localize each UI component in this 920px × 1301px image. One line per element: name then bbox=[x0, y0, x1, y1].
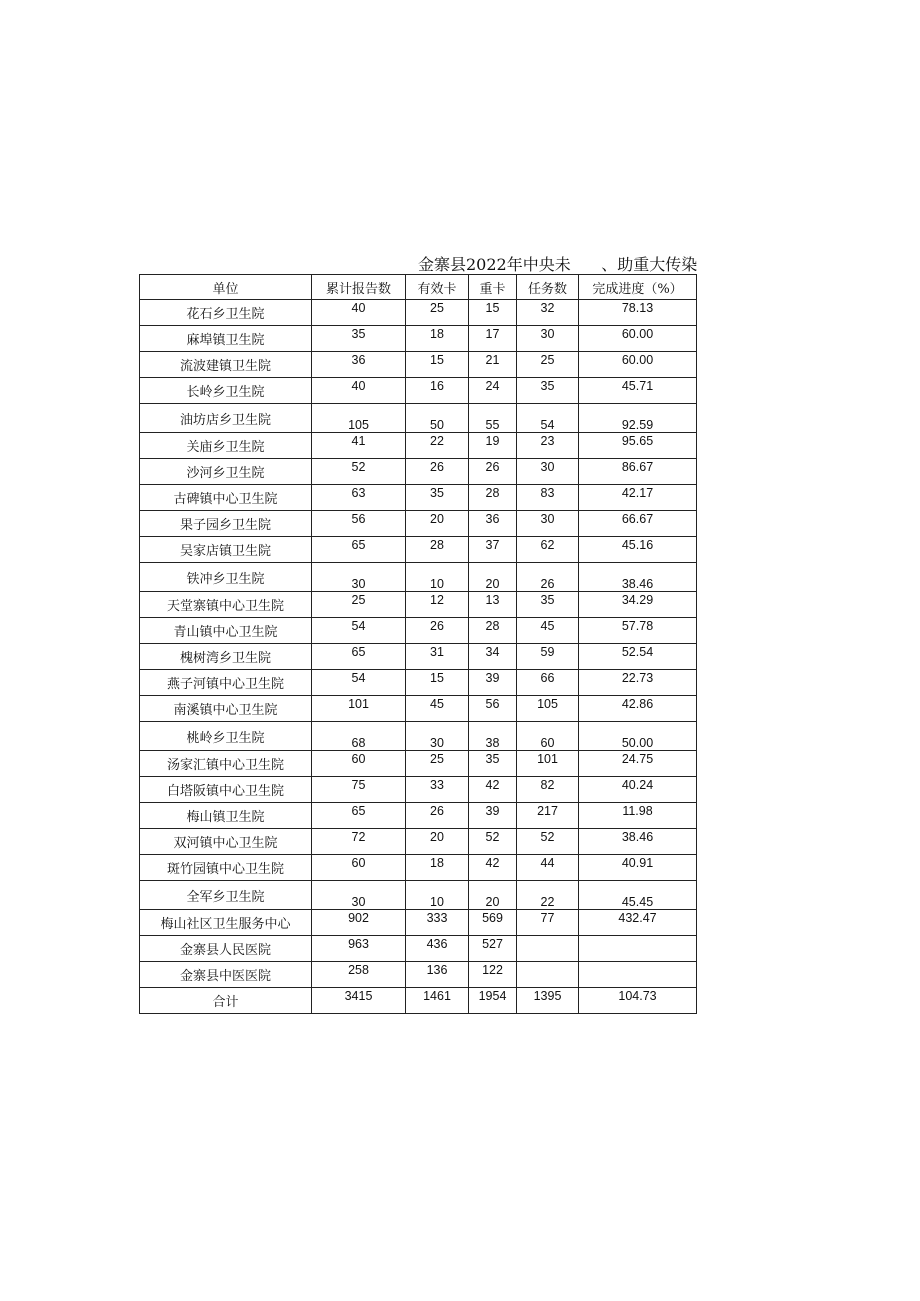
valid-cards-cell: 26 bbox=[406, 618, 469, 644]
unit-name-cell: 关庙乡卫生院 bbox=[140, 433, 312, 459]
table-row bbox=[140, 404, 697, 433]
table-row bbox=[140, 563, 697, 592]
valid-cards-cell: 12 bbox=[406, 592, 469, 618]
valid-cards-cell: 22 bbox=[406, 433, 469, 459]
table-row bbox=[140, 855, 697, 881]
total-reported-cell: 54 bbox=[312, 670, 406, 696]
task-count-cell: 30 bbox=[517, 326, 579, 352]
unit-name-cell: 天堂寨镇中心卫生院 bbox=[140, 592, 312, 618]
task-count-cell: 23 bbox=[517, 433, 579, 459]
total-reported-cell: 258 bbox=[312, 962, 406, 988]
completion-progress-cell: 42.86 bbox=[579, 696, 697, 722]
task-count-cell: 35 bbox=[517, 378, 579, 404]
table-row bbox=[140, 592, 697, 618]
header-task-count: 任务数 bbox=[517, 275, 579, 300]
valid-cards-cell: 18 bbox=[406, 855, 469, 881]
completion-progress-cell: 34.29 bbox=[579, 592, 697, 618]
duplicate-cards-cell: 55 bbox=[469, 404, 517, 433]
unit-name-cell: 斑竹园镇中心卫生院 bbox=[140, 855, 312, 881]
completion-progress-cell bbox=[579, 936, 697, 962]
valid-cards-cell: 18 bbox=[406, 326, 469, 352]
valid-cards-cell: 10 bbox=[406, 563, 469, 592]
valid-cards-cell: 45 bbox=[406, 696, 469, 722]
unit-name-cell: 梅山镇卫生院 bbox=[140, 803, 312, 829]
duplicate-cards-cell: 34 bbox=[469, 644, 517, 670]
total-reported-cell: 65 bbox=[312, 803, 406, 829]
completion-progress-cell: 86.67 bbox=[579, 459, 697, 485]
table-row bbox=[140, 537, 697, 563]
task-count-cell: 60 bbox=[517, 722, 579, 751]
duplicate-cards-cell: 42 bbox=[469, 777, 517, 803]
total-row bbox=[140, 988, 697, 1014]
valid-cards-cell: 31 bbox=[406, 644, 469, 670]
total-reported-cell: 25 bbox=[312, 592, 406, 618]
task-count-cell: 30 bbox=[517, 511, 579, 537]
total-reported-cell: 36 bbox=[312, 352, 406, 378]
task-count-cell bbox=[517, 936, 579, 962]
duplicate-cards-cell: 15 bbox=[469, 300, 517, 326]
valid-cards-cell: 333 bbox=[406, 910, 469, 936]
valid-cards-cell: 15 bbox=[406, 352, 469, 378]
unit-name-cell: 梅山社区卫生服务中心 bbox=[140, 910, 312, 936]
task-count-cell: 30 bbox=[517, 459, 579, 485]
document-title: 金寨县2022年中央未 、助重大传染 bbox=[418, 255, 698, 274]
unit-name-cell: 合计 bbox=[140, 988, 312, 1014]
unit-name-cell: 铁冲乡卫生院 bbox=[140, 563, 312, 592]
duplicate-cards-cell: 35 bbox=[469, 751, 517, 777]
unit-name-cell: 果子园乡卫生院 bbox=[140, 511, 312, 537]
valid-cards-cell: 50 bbox=[406, 404, 469, 433]
table-row bbox=[140, 485, 697, 511]
unit-name-cell: 桃岭乡卫生院 bbox=[140, 722, 312, 751]
unit-name-cell: 南溪镇中心卫生院 bbox=[140, 696, 312, 722]
header-total-reported: 累计报告数 bbox=[312, 275, 406, 300]
task-count-cell: 62 bbox=[517, 537, 579, 563]
task-count-cell: 44 bbox=[517, 855, 579, 881]
duplicate-cards-cell: 20 bbox=[469, 563, 517, 592]
unit-name-cell: 流波建镇卫生院 bbox=[140, 352, 312, 378]
valid-cards-cell: 28 bbox=[406, 537, 469, 563]
duplicate-cards-cell: 21 bbox=[469, 352, 517, 378]
valid-cards-cell: 26 bbox=[406, 803, 469, 829]
valid-cards-cell: 25 bbox=[406, 300, 469, 326]
task-count-cell: 101 bbox=[517, 751, 579, 777]
total-reported-cell: 65 bbox=[312, 537, 406, 563]
duplicate-cards-cell: 569 bbox=[469, 910, 517, 936]
duplicate-cards-cell: 39 bbox=[469, 670, 517, 696]
report-table bbox=[139, 274, 697, 1014]
table-row bbox=[140, 300, 697, 326]
table-row bbox=[140, 511, 697, 537]
total-reported-cell: 902 bbox=[312, 910, 406, 936]
completion-progress-cell: 24.75 bbox=[579, 751, 697, 777]
total-reported-cell: 68 bbox=[312, 722, 406, 751]
total-reported-cell: 3415 bbox=[312, 988, 406, 1014]
completion-progress-cell: 45.45 bbox=[579, 881, 697, 910]
completion-progress-cell: 60.00 bbox=[579, 326, 697, 352]
total-reported-cell: 40 bbox=[312, 300, 406, 326]
task-count-cell: 59 bbox=[517, 644, 579, 670]
valid-cards-cell: 1461 bbox=[406, 988, 469, 1014]
task-count-cell: 217 bbox=[517, 803, 579, 829]
table-row bbox=[140, 352, 697, 378]
task-count-cell: 1395 bbox=[517, 988, 579, 1014]
unit-name-cell: 吴家店镇卫生院 bbox=[140, 537, 312, 563]
valid-cards-cell: 30 bbox=[406, 722, 469, 751]
header-duplicate-cards: 重卡 bbox=[469, 275, 517, 300]
task-count-cell: 32 bbox=[517, 300, 579, 326]
total-reported-cell: 65 bbox=[312, 644, 406, 670]
total-reported-cell: 56 bbox=[312, 511, 406, 537]
task-count-cell: 83 bbox=[517, 485, 579, 511]
task-count-cell: 25 bbox=[517, 352, 579, 378]
completion-progress-cell: 42.17 bbox=[579, 485, 697, 511]
duplicate-cards-cell: 13 bbox=[469, 592, 517, 618]
completion-progress-cell: 38.46 bbox=[579, 563, 697, 592]
task-count-cell: 22 bbox=[517, 881, 579, 910]
task-count-cell: 26 bbox=[517, 563, 579, 592]
total-reported-cell: 35 bbox=[312, 326, 406, 352]
completion-progress-cell: 11.98 bbox=[579, 803, 697, 829]
table-row bbox=[140, 378, 697, 404]
header-row bbox=[140, 275, 697, 300]
unit-name-cell: 长岭乡卫生院 bbox=[140, 378, 312, 404]
valid-cards-cell: 20 bbox=[406, 829, 469, 855]
completion-progress-cell: 40.24 bbox=[579, 777, 697, 803]
total-reported-cell: 63 bbox=[312, 485, 406, 511]
total-reported-cell: 41 bbox=[312, 433, 406, 459]
header-completion-progress: 完成进度（%） bbox=[579, 275, 697, 300]
duplicate-cards-cell: 122 bbox=[469, 962, 517, 988]
table-row bbox=[140, 722, 697, 751]
total-reported-cell: 60 bbox=[312, 751, 406, 777]
total-reported-cell: 30 bbox=[312, 881, 406, 910]
task-count-cell bbox=[517, 962, 579, 988]
unit-name-cell: 白塔阪镇中心卫生院 bbox=[140, 777, 312, 803]
completion-progress-cell: 45.71 bbox=[579, 378, 697, 404]
task-count-cell: 35 bbox=[517, 592, 579, 618]
task-count-cell: 105 bbox=[517, 696, 579, 722]
duplicate-cards-cell: 36 bbox=[469, 511, 517, 537]
duplicate-cards-cell: 26 bbox=[469, 459, 517, 485]
total-reported-cell: 75 bbox=[312, 777, 406, 803]
valid-cards-cell: 436 bbox=[406, 936, 469, 962]
duplicate-cards-cell: 527 bbox=[469, 936, 517, 962]
task-count-cell: 82 bbox=[517, 777, 579, 803]
completion-progress-cell: 45.16 bbox=[579, 537, 697, 563]
valid-cards-cell: 16 bbox=[406, 378, 469, 404]
table-row bbox=[140, 962, 697, 988]
duplicate-cards-cell: 56 bbox=[469, 696, 517, 722]
valid-cards-cell: 25 bbox=[406, 751, 469, 777]
table-row bbox=[140, 881, 697, 910]
duplicate-cards-cell: 28 bbox=[469, 485, 517, 511]
duplicate-cards-cell: 38 bbox=[469, 722, 517, 751]
valid-cards-cell: 26 bbox=[406, 459, 469, 485]
valid-cards-cell: 15 bbox=[406, 670, 469, 696]
completion-progress-cell: 60.00 bbox=[579, 352, 697, 378]
total-reported-cell: 105 bbox=[312, 404, 406, 433]
table-row bbox=[140, 829, 697, 855]
completion-progress-cell: 52.54 bbox=[579, 644, 697, 670]
completion-progress-cell: 92.59 bbox=[579, 404, 697, 433]
completion-progress-cell bbox=[579, 962, 697, 988]
unit-name-cell: 双河镇中心卫生院 bbox=[140, 829, 312, 855]
completion-progress-cell: 66.67 bbox=[579, 511, 697, 537]
header-valid-cards: 有效卡 bbox=[406, 275, 469, 300]
duplicate-cards-cell: 20 bbox=[469, 881, 517, 910]
task-count-cell: 54 bbox=[517, 404, 579, 433]
table-row bbox=[140, 644, 697, 670]
header-unit: 单位 bbox=[140, 275, 312, 300]
valid-cards-cell: 20 bbox=[406, 511, 469, 537]
total-reported-cell: 52 bbox=[312, 459, 406, 485]
unit-name-cell: 古碑镇中心卫生院 bbox=[140, 485, 312, 511]
completion-progress-cell: 432.47 bbox=[579, 910, 697, 936]
table-row bbox=[140, 433, 697, 459]
table-row bbox=[140, 696, 697, 722]
table-row bbox=[140, 803, 697, 829]
table-row bbox=[140, 618, 697, 644]
total-reported-cell: 54 bbox=[312, 618, 406, 644]
table-row bbox=[140, 670, 697, 696]
unit-name-cell: 花石乡卫生院 bbox=[140, 300, 312, 326]
unit-name-cell: 麻埠镇卫生院 bbox=[140, 326, 312, 352]
completion-progress-cell: 104.73 bbox=[579, 988, 697, 1014]
completion-progress-cell: 22.73 bbox=[579, 670, 697, 696]
unit-name-cell: 金寨县人民医院 bbox=[140, 936, 312, 962]
table-row bbox=[140, 777, 697, 803]
unit-name-cell: 沙河乡卫生院 bbox=[140, 459, 312, 485]
duplicate-cards-cell: 42 bbox=[469, 855, 517, 881]
task-count-cell: 45 bbox=[517, 618, 579, 644]
table-row bbox=[140, 936, 697, 962]
task-count-cell: 77 bbox=[517, 910, 579, 936]
task-count-cell: 66 bbox=[517, 670, 579, 696]
table-row bbox=[140, 751, 697, 777]
task-count-cell: 52 bbox=[517, 829, 579, 855]
total-reported-cell: 60 bbox=[312, 855, 406, 881]
unit-name-cell: 青山镇中心卫生院 bbox=[140, 618, 312, 644]
duplicate-cards-cell: 19 bbox=[469, 433, 517, 459]
completion-progress-cell: 40.91 bbox=[579, 855, 697, 881]
total-reported-cell: 72 bbox=[312, 829, 406, 855]
completion-progress-cell: 78.13 bbox=[579, 300, 697, 326]
completion-progress-cell: 95.65 bbox=[579, 433, 697, 459]
unit-name-cell: 金寨县中医医院 bbox=[140, 962, 312, 988]
valid-cards-cell: 33 bbox=[406, 777, 469, 803]
duplicate-cards-cell: 1954 bbox=[469, 988, 517, 1014]
total-reported-cell: 40 bbox=[312, 378, 406, 404]
duplicate-cards-cell: 39 bbox=[469, 803, 517, 829]
valid-cards-cell: 35 bbox=[406, 485, 469, 511]
duplicate-cards-cell: 28 bbox=[469, 618, 517, 644]
table-row bbox=[140, 326, 697, 352]
valid-cards-cell: 136 bbox=[406, 962, 469, 988]
unit-name-cell: 全军乡卫生院 bbox=[140, 881, 312, 910]
total-reported-cell: 101 bbox=[312, 696, 406, 722]
duplicate-cards-cell: 52 bbox=[469, 829, 517, 855]
completion-progress-cell: 38.46 bbox=[579, 829, 697, 855]
duplicate-cards-cell: 24 bbox=[469, 378, 517, 404]
total-reported-cell: 30 bbox=[312, 563, 406, 592]
duplicate-cards-cell: 17 bbox=[469, 326, 517, 352]
table-row bbox=[140, 459, 697, 485]
total-reported-cell: 963 bbox=[312, 936, 406, 962]
completion-progress-cell: 57.78 bbox=[579, 618, 697, 644]
valid-cards-cell: 10 bbox=[406, 881, 469, 910]
completion-progress-cell: 50.00 bbox=[579, 722, 697, 751]
unit-name-cell: 燕子河镇中心卫生院 bbox=[140, 670, 312, 696]
unit-name-cell: 油坊店乡卫生院 bbox=[140, 404, 312, 433]
unit-name-cell: 槐树湾乡卫生院 bbox=[140, 644, 312, 670]
duplicate-cards-cell: 37 bbox=[469, 537, 517, 563]
unit-name-cell: 汤家汇镇中心卫生院 bbox=[140, 751, 312, 777]
table-row bbox=[140, 910, 697, 936]
